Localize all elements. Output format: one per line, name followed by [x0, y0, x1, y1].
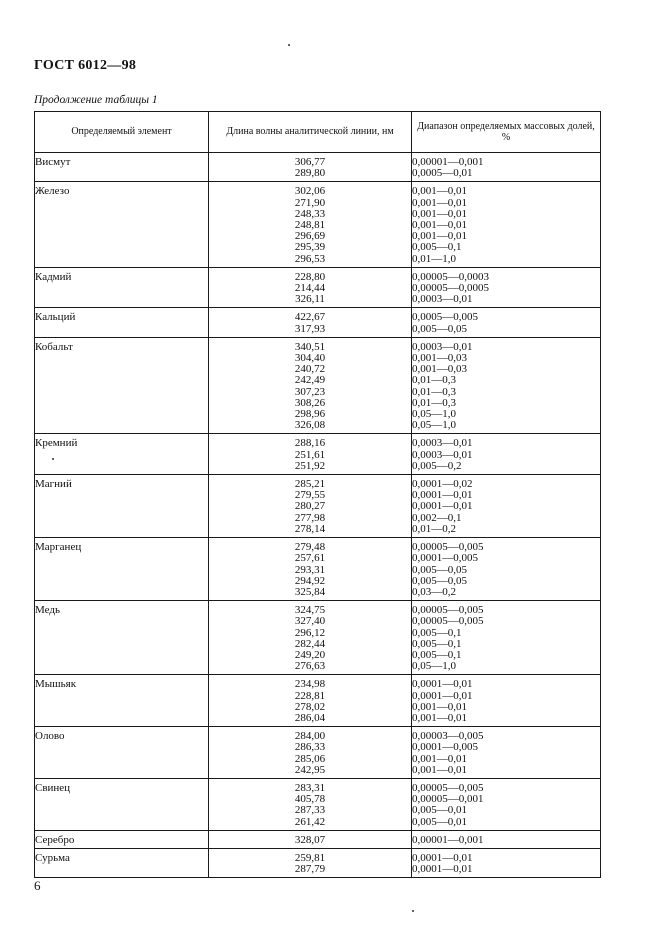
header-element: Определяемый элемент	[35, 112, 209, 153]
wavelength-cell	[209, 830, 412, 848]
wavelength-value: 298,96	[294, 408, 326, 421]
table-row	[35, 475, 601, 538]
range-value: 0,0003—0,01	[412, 293, 473, 306]
range-cell	[412, 337, 601, 434]
range-value: 0,00005—0,005	[412, 615, 484, 628]
range-value: 0,0005—0,005	[412, 311, 478, 324]
range-value: 0,03—0,2	[412, 585, 456, 598]
element-name-cell: Кадмий	[35, 267, 209, 308]
range-cell	[412, 308, 601, 337]
range-value: 0,05—1,0	[412, 419, 456, 432]
range-value: 0,0001—0,01	[412, 851, 473, 864]
wavelength-value: 242,49	[294, 374, 326, 387]
page-number: 6	[34, 878, 41, 893]
element-name-cell: Медь	[35, 601, 209, 675]
wavelength-value: 286,33	[294, 741, 326, 754]
wavelength-value: 278,02	[294, 700, 326, 713]
range-value: 0,001—0,01	[412, 711, 467, 724]
range-value: 0,001—0,01	[412, 230, 467, 243]
element-name-cell: Висмут	[35, 153, 209, 182]
range-value: 0,001—0,01	[412, 207, 467, 220]
wavelength-cell	[209, 848, 412, 877]
element-name-cell: Сурьма	[35, 848, 209, 877]
wavelength-cell	[209, 153, 412, 182]
table-row	[35, 601, 601, 675]
range-value: 0,0003—0,01	[412, 448, 473, 461]
range-value: 0,01—1,0	[412, 252, 456, 265]
table-row	[35, 153, 601, 182]
wavelength-value: 340,51	[294, 340, 326, 353]
document-code: ГОСТ 6012—98	[34, 58, 137, 73]
element-name-cell: Олово	[35, 727, 209, 779]
element-name-cell: Кальций	[35, 308, 209, 337]
range-value: 0,005—0,05	[412, 574, 467, 587]
wavelength-cell	[209, 727, 412, 779]
range-value: 0,00005—0,0005	[412, 282, 489, 295]
range-cell	[412, 538, 601, 601]
wavelength-value: 277,98	[294, 511, 326, 524]
table-row	[35, 848, 601, 877]
range-value: 0,0003—0,01	[412, 437, 473, 450]
wavelength-value: 242,95	[294, 763, 326, 776]
wavelength-value: 228,80	[294, 270, 326, 283]
range-value: 0,00001—0,001	[412, 156, 484, 168]
range-value: 0,00005—0,001	[412, 793, 484, 806]
range-value: 0,001—0,01	[412, 763, 467, 776]
wavelength-value: 282,44	[294, 637, 326, 650]
wavelength-value: 296,69	[294, 230, 326, 243]
wavelength-value: 287,33	[294, 804, 326, 817]
range-value: 0,01—0,3	[412, 374, 456, 387]
range-value: 0,00005—0,005	[412, 604, 484, 617]
range-value: 0,005—0,2	[412, 459, 462, 472]
wavelength-value: 294,92	[294, 574, 326, 587]
wavelength-value: 317,93	[294, 322, 326, 335]
wavelength-value: 293,31	[294, 563, 326, 576]
wavelength-value: 271,90	[294, 196, 326, 209]
wavelength-value: 326,08	[294, 419, 326, 432]
range-value: 0,00005—0,005	[412, 541, 484, 554]
table-header-row	[35, 112, 601, 153]
wavelength-value: 251,92	[294, 459, 326, 472]
table-row	[35, 267, 601, 308]
wavelength-value: 325,84	[294, 585, 326, 598]
range-cell	[412, 778, 601, 830]
wavelength-value: 307,23	[294, 385, 326, 398]
wavelength-cell	[209, 601, 412, 675]
wavelength-table	[34, 111, 601, 878]
range-value: 0,0001—0,01	[412, 500, 473, 513]
wavelength-value: 295,39	[294, 241, 326, 254]
wavelength-value: 240,72	[294, 363, 326, 376]
range-value: 0,002—0,1	[412, 511, 462, 524]
wavelength-value: 296,53	[294, 252, 326, 265]
wavelength-value: 248,81	[294, 219, 326, 232]
element-name-cell: Кобальт	[35, 337, 209, 434]
range-cell	[412, 182, 601, 267]
wavelength-value: 259,81	[294, 851, 326, 864]
table-row	[35, 538, 601, 601]
element-name-cell: Свинец	[35, 778, 209, 830]
range-value: 0,01—0,3	[412, 396, 456, 409]
range-value: 0,005—0,1	[412, 626, 462, 639]
range-value: 0,001—0,01	[412, 700, 467, 713]
element-name-cell: Мышьяк	[35, 675, 209, 727]
range-value: 0,0003—0,01	[412, 340, 473, 353]
wavelength-value: 328,07	[294, 833, 326, 846]
range-value: 0,001—0,01	[412, 752, 467, 765]
table-row	[35, 182, 601, 267]
range-cell	[412, 601, 601, 675]
range-value: 0,05—1,0	[412, 408, 456, 421]
wavelength-value: 284,00	[294, 730, 326, 743]
range-cell	[412, 675, 601, 727]
range-value: 0,0001—0,01	[412, 689, 473, 702]
range-cell	[412, 434, 601, 475]
range-value: 0,0001—0,02	[412, 478, 473, 491]
table-row	[35, 830, 601, 848]
range-value: 0,005—0,1	[412, 241, 462, 254]
element-name-cell: Марганец	[35, 538, 209, 601]
range-value: 0,005—0,05	[412, 563, 467, 576]
table-row	[35, 675, 601, 727]
range-value: 0,005—0,1	[412, 637, 462, 650]
wavelength-value: 326,11	[295, 293, 325, 306]
wavelength-value: 289,80	[294, 167, 326, 180]
wavelength-value: 422,67	[294, 311, 326, 324]
element-name-cell: Магний	[35, 475, 209, 538]
header-wavelength: Длина волны аналитической линии, нм	[209, 112, 412, 153]
table-row	[35, 337, 601, 434]
range-cell	[412, 267, 601, 308]
range-value: 0,001—0,03	[412, 352, 467, 365]
range-cell	[412, 830, 601, 848]
wavelength-value: 251,61	[294, 448, 326, 461]
wavelength-value: 214,44	[294, 282, 326, 295]
wavelength-value: 278,14	[294, 522, 326, 535]
wavelength-value: 286,04	[294, 711, 326, 724]
wavelength-value: 249,20	[294, 648, 326, 661]
range-value: 0,0001—0,005	[412, 741, 478, 754]
wavelength-value: 306,77	[294, 156, 326, 168]
range-cell	[412, 727, 601, 779]
wavelength-value: 248,33	[294, 207, 326, 220]
wavelength-value: 405,78	[294, 793, 326, 806]
table-row	[35, 727, 601, 779]
range-value: 0,0001—0,01	[412, 863, 473, 876]
wavelength-value: 234,98	[294, 678, 326, 691]
wavelength-value: 279,55	[294, 489, 326, 502]
range-cell	[412, 153, 601, 182]
wavelength-value: 285,06	[294, 752, 326, 765]
range-value: 0,0001—0,01	[412, 489, 473, 502]
wavelength-cell	[209, 538, 412, 601]
table-row	[35, 778, 601, 830]
header-range: Диапазон определяемых массовых долей, %	[412, 112, 601, 153]
wavelength-value: 276,63	[294, 660, 326, 673]
range-value: 0,00003—0,005	[412, 730, 484, 743]
scan-speck	[288, 44, 290, 46]
wavelength-cell	[209, 308, 412, 337]
wavelength-cell	[209, 182, 412, 267]
range-value: 0,01—0,2	[412, 522, 456, 535]
wavelength-value: 302,06	[294, 185, 326, 198]
wavelength-cell	[209, 778, 412, 830]
table-row	[35, 434, 601, 475]
element-name-cell: Серебро	[35, 830, 209, 848]
wavelength-cell	[209, 267, 412, 308]
range-value: 0,001—0,01	[412, 219, 467, 232]
range-value: 0,00001—0,001	[412, 833, 484, 846]
table-caption: Продолжение таблицы 1	[34, 94, 158, 106]
wavelength-value: 327,40	[294, 615, 326, 628]
wavelength-value: 324,75	[294, 604, 326, 617]
wavelength-cell	[209, 475, 412, 538]
table-body	[35, 153, 601, 878]
element-name-cell: Кремний	[35, 434, 209, 475]
wavelength-value: 257,61	[294, 552, 326, 565]
range-value: 0,00005—0,0003	[412, 270, 489, 283]
range-value: 0,005—0,01	[412, 804, 467, 817]
wavelength-value: 304,40	[294, 352, 326, 365]
wavelength-value: 279,48	[294, 541, 326, 554]
wavelength-value: 280,27	[294, 500, 326, 513]
range-value: 0,0001—0,01	[412, 678, 473, 691]
range-value: 0,01—0,3	[412, 385, 456, 398]
wavelength-value: 283,31	[294, 781, 326, 794]
wavelength-value: 261,42	[294, 815, 326, 828]
wavelength-value: 296,12	[294, 626, 326, 639]
wavelength-value: 287,79	[294, 863, 326, 876]
wavelength-value: 308,26	[294, 396, 326, 409]
range-value: 0,001—0,03	[412, 363, 467, 376]
range-cell	[412, 475, 601, 538]
range-cell	[412, 848, 601, 877]
range-value: 0,001—0,01	[412, 196, 467, 209]
range-value: 0,005—0,1	[412, 648, 462, 661]
range-value: 0,005—0,01	[412, 815, 467, 828]
wavelength-cell	[209, 337, 412, 434]
element-name-cell: Железо	[35, 182, 209, 267]
wavelength-cell	[209, 675, 412, 727]
range-value: 0,05—1,0	[412, 660, 456, 673]
wavelength-value: 285,21	[294, 478, 326, 491]
range-value: 0,005—0,05	[412, 322, 467, 335]
wavelength-value: 288,16	[294, 437, 326, 450]
range-value: 0,00005—0,005	[412, 781, 484, 794]
table-row	[35, 308, 601, 337]
wavelength-cell	[209, 434, 412, 475]
range-value: 0,0001—0,005	[412, 552, 478, 565]
wavelength-value: 228,81	[294, 689, 326, 702]
range-value: 0,001—0,01	[412, 185, 467, 198]
range-value: 0,0005—0,01	[412, 167, 473, 180]
scan-speck	[412, 910, 414, 912]
